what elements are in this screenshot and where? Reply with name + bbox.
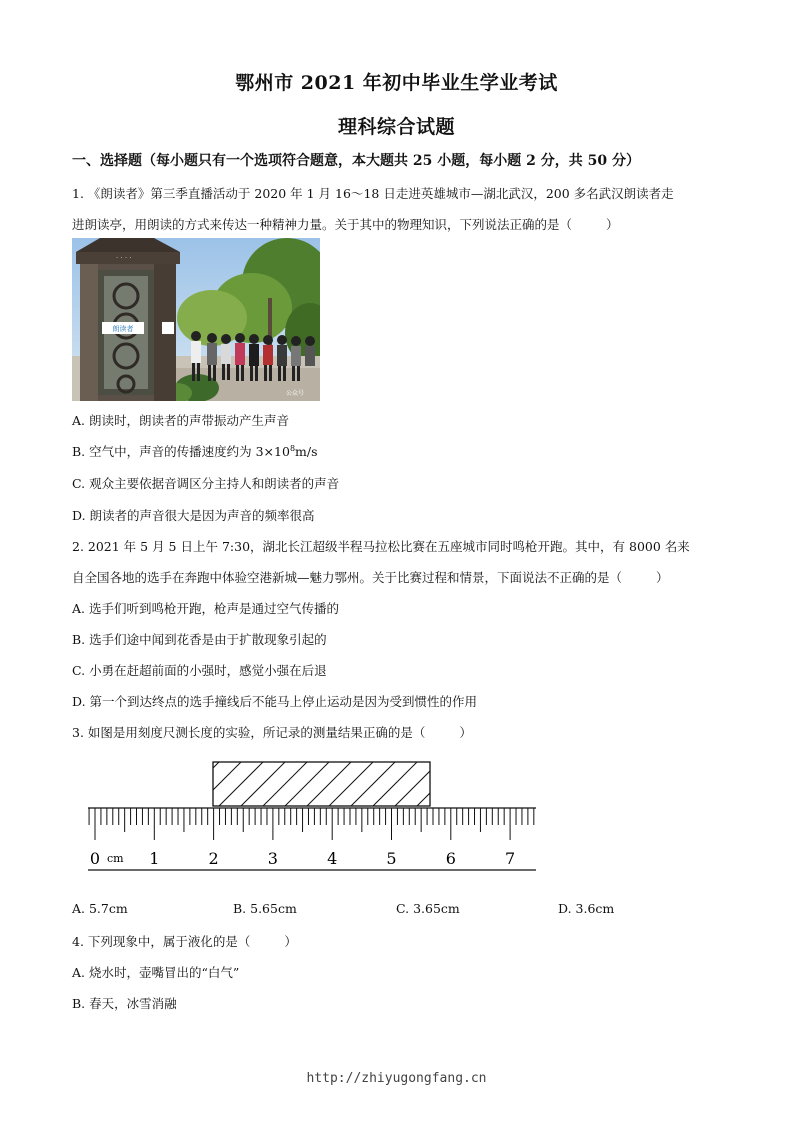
q1-option-b: B. 空气中，声音的传播速度约为 $3\times 10^8m/s$: [72, 443, 318, 459]
q2-option-c: C. 小勇在赶超前面的小强时，感觉小强在后退: [72, 663, 327, 678]
q1-option-a: A. 朗读时，朗读者的声带振动产生声音: [72, 413, 289, 428]
reading-booth-illustration: [72, 238, 320, 401]
q2-line2: 自全国各地的选手在奔跑中体验空港新城—魅力鄂州。关于比赛过程和情景，下面说法不正确的是（ ）: [72, 570, 669, 585]
q3-option-b: B. 5.65cm: [233, 901, 297, 916]
q3-option-c: C. 3.65cm: [396, 901, 460, 916]
q3-option-d: D. 3.6cm: [558, 901, 615, 916]
exam-subtitle: 理科综合试题: [337, 116, 455, 138]
q4-line1: 4. 下列现象中，属于液化的是（ ）: [72, 934, 297, 949]
q1-line2: [72, 215, 619, 233]
photo-watermark: 公众号: [286, 390, 305, 397]
q4-option-b: B. 春天，冰雪消融: [72, 996, 177, 1011]
q1-line1: 1. 《朗读者》第三季直播活动于 2020 年 1 月 16～18 日走进英雄城市—湖北武汉，200 多名武汉朗读者走: [72, 186, 674, 201]
q2-option-b: B. 选手们途中闻到花香是由于扩散现象引起的: [72, 632, 327, 647]
reading-booth-photo: [72, 238, 320, 401]
ruler-label: 6: [445, 849, 456, 868]
hatch-line: [527, 762, 540, 806]
q1-option-c: C. 观众主要依据音调区分主持人和朗读者的声音: [72, 476, 340, 491]
svg-text:· · · ·: · · · ·: [116, 254, 132, 262]
q4-option-a: A. 烧水时，壶嘴冒出的“白气”: [72, 965, 240, 980]
ruler-label: 2: [208, 849, 219, 868]
booth-sign-text: 朗读者: [112, 325, 134, 333]
q1-line2-end: ）: [606, 217, 619, 232]
q3-line1: 3. 如图是用刻度尺测长度的实验，所记录的测量结果正确的是（ ）: [72, 725, 472, 740]
ruler-diagram: [88, 758, 540, 874]
q1-line2-text: 进朗读亭，用朗读的方式来传达一种精神力量。关于其中的物理知识，下列说法正确的是（: [72, 217, 573, 232]
q1-option-d: D. 朗读者的声音很大是因为声音的频率很高: [72, 508, 315, 523]
measured-block: [213, 762, 430, 806]
exam-title: 鄂州市 2021 年初中毕业生学业考试: [235, 72, 558, 94]
hatch-line: [439, 762, 483, 806]
hatch-line: [505, 762, 540, 806]
q3-option-a: A. 5.7cm: [72, 901, 128, 916]
footer-url: http://zhiyugongfang.cn: [306, 1071, 487, 1086]
hatch-line: [483, 762, 527, 806]
ruler-label: 1: [149, 849, 160, 868]
hatch-line: [461, 762, 505, 806]
ruler-label: 0: [89, 849, 101, 868]
q2-line1: 2. 2021 年 5 月 5 日上午 7:30，湖北长江超级半程马拉松比赛在五座城市同时鸣枪开跑。其中，有 8000 名来: [72, 539, 690, 554]
section-heading: 一、选择题（每小题只有一个选项符合题意，本大题共 25 小题，每小题 2 分，共 50 分）: [72, 153, 640, 169]
q2-option-d: D. 第一个到达终点的选手撞线后不能马上停止运动是因为受到惯性的作用: [72, 694, 478, 709]
ruler-label: 4: [327, 849, 338, 868]
booth-shape: [76, 238, 180, 401]
ruler-label: 7: [505, 849, 516, 868]
ruler-label: 3: [267, 849, 278, 868]
ruler-label: 5: [386, 849, 397, 868]
ruler-unit: cm: [107, 852, 124, 865]
q2-option-a: A. 选手们听到鸣枪开跑，枪声是通过空气传播的: [72, 601, 339, 616]
hatch-line: [153, 762, 197, 806]
